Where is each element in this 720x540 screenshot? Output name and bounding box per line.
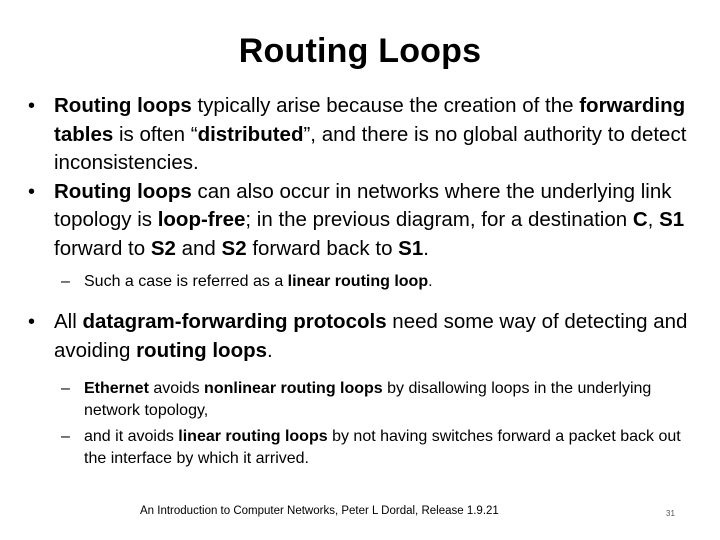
text-run: S1 [398, 236, 424, 260]
text-run: is often “ [113, 122, 198, 146]
sub-bullet-item [28, 426, 698, 470]
dash-icon: – [61, 380, 70, 397]
text-run: routing loops [136, 338, 268, 362]
bullet-icon: • [28, 311, 36, 333]
text-run: All [54, 310, 83, 333]
bullet-icon: • [28, 180, 36, 203]
text-run: linear routing loops [178, 428, 328, 445]
text-run: by disallowing loops in the underlying network topology, [84, 380, 652, 419]
sub-bullet-item [28, 271, 698, 293]
text-run: S2 [221, 236, 247, 260]
text-run: datagram-forwarding protocols [82, 310, 387, 333]
bullet-item [28, 178, 698, 264]
text-run: Ethernet [84, 380, 149, 397]
text-run: avoids [148, 380, 205, 397]
text-run: C [632, 208, 648, 231]
text-run: Routing loops [54, 94, 192, 117]
sub-bullet-item [28, 378, 698, 422]
text-run: distributed [197, 122, 304, 146]
text-run: . [428, 273, 433, 290]
bullet-item [28, 92, 698, 178]
text-run: Routing loops [54, 179, 192, 203]
text-run: ”, and there is no global authority to detect inconsistencies. [54, 122, 687, 174]
text-run: nonlinear routing loops [204, 380, 383, 397]
text-run: forwarding tables [54, 94, 686, 146]
text-run: forward to [54, 236, 151, 260]
text-run: and [175, 236, 222, 260]
text-run: , [647, 208, 660, 231]
text-run: S2 [150, 236, 176, 260]
bullet-icon: • [28, 95, 36, 117]
text-run: typically arise because the creation of the [191, 94, 580, 117]
page-number: 31 [666, 509, 675, 518]
text-run: need some way of detecting and avoiding [54, 310, 688, 362]
text-run: . [267, 338, 273, 362]
text-run: and it avoids [84, 428, 179, 445]
text-run: ; in the previous diagram, for a destination [245, 208, 633, 231]
text-run: S1 [659, 208, 685, 231]
text-run: can also occur in networks where the underlying link topology is [54, 179, 672, 231]
slide-title: Routing Loops [238, 32, 482, 70]
dash-icon: – [61, 273, 70, 290]
text-run: by not having switches forward a packet back out the interface by which it arrived. [84, 428, 681, 467]
text-run: . [423, 236, 429, 260]
bullet-item [28, 308, 698, 365]
dash-icon: – [61, 428, 70, 445]
text-run: forward back to [246, 236, 399, 260]
footer-citation: An Introduction to Computer Networks, Peter L Dordal, Release 1.9.21 [140, 505, 499, 517]
text-run: linear routing loop [287, 273, 429, 290]
text-run: loop-free [157, 208, 246, 231]
text-run: Such a case is referred as a [84, 273, 288, 290]
bullet-list [28, 92, 698, 470]
